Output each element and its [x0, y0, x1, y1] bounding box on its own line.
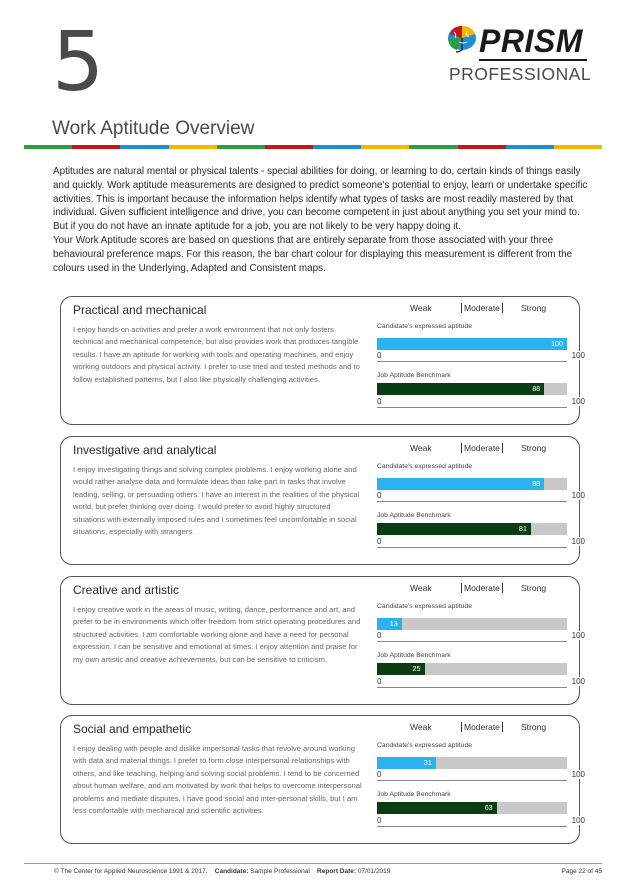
axis-max: 100 — [571, 631, 585, 640]
benchmark-bar — [377, 802, 497, 814]
aptitude-description: I enjoy creative work in the areas of music, writing, dance, performance and art, and prefer to be in environments which offer freedom from strict operating procedures and structured activities. I am comfortable working alone and have a need for personal expression. I can be sensitive and emotional at times. I enjoy attention and praise for my own artistic and creative achievements, but can be sensitive to criticism. — [73, 605, 361, 664]
axis-min: 0 — [377, 537, 382, 546]
scale-weak-label: Weak — [410, 583, 432, 593]
candidate-bar-track — [377, 338, 567, 350]
color-stripe-segment — [169, 145, 217, 149]
benchmark-bar-track — [377, 802, 567, 814]
aptitude-card — [60, 576, 585, 705]
color-stripe-segment — [409, 145, 457, 149]
axis-max: 100 — [571, 537, 585, 546]
candidate-bar-label: Candidate's expressed aptitude — [377, 603, 473, 610]
color-stripe-segment — [72, 145, 120, 149]
benchmark-axis — [377, 677, 585, 688]
axis-min: 0 — [377, 631, 382, 640]
candidate-bar-track — [377, 478, 567, 490]
scale-strong-label: Strong — [521, 583, 547, 593]
candidate-value: 88 — [532, 479, 541, 488]
benchmark-bar — [377, 383, 544, 395]
candidate-bar — [377, 478, 544, 490]
intro-paragraph-1: Aptitudes are natural mental or physical talents - special abilities for doing, or learning to do, certain kinds of things easily and quickly. Work aptitude measurements are designed to predict someone's potential to enjoy, learn or undertake specific activities. This is important because the information helps identify what types of tasks are most readily mastered by that individual. Given sufficient intelligence and drive, you can become competent in just about anything you set your mind to. But if you do not have an innate aptitude for a job, you are not likely to be very happy doing it. — [53, 166, 588, 233]
aptitude-description: I enjoy hands-on activities and prefer a work environment that not only fosters technical and mechanical competence, but also provides work that produces tangible results. I have an aptitude for working with tools and operating machines, and enjoy working outdoors and physical activity. I prefer to use tried and tested methods and to follow established patterns, but I also like physically challenging activities. — [73, 325, 360, 384]
brain-icon — [447, 24, 477, 54]
axis-max: 100 — [571, 677, 585, 686]
axis-min: 0 — [377, 397, 382, 406]
color-stripe-segment — [554, 145, 602, 149]
candidate-value: 31 — [423, 758, 432, 767]
axis-min: 0 — [377, 816, 382, 825]
scale-moderate-label: Moderate — [461, 303, 503, 313]
candidate-bar — [377, 338, 567, 350]
benchmark-value: 88 — [532, 384, 541, 393]
color-stripe-segment — [361, 145, 409, 149]
benchmark-bar-label: Job Aptitude Benchmark — [377, 791, 451, 798]
scale-weak-label: Weak — [410, 722, 432, 732]
candidate-bar — [377, 757, 436, 769]
scale-weak-label: Weak — [410, 443, 432, 453]
color-stripe-segment — [313, 145, 361, 149]
color-stripe — [24, 145, 602, 149]
scale-strong-label: Strong — [521, 443, 547, 453]
aptitude-card — [60, 715, 585, 844]
prism-logo — [447, 24, 592, 86]
candidate-value: 13 — [389, 619, 398, 628]
color-stripe-segment — [120, 145, 168, 149]
logo-divider — [479, 59, 587, 61]
scale-weak-label: Weak — [410, 303, 432, 313]
candidate-axis — [377, 351, 585, 362]
logo-title: PRISM — [479, 23, 583, 59]
footer-divider — [24, 863, 602, 864]
candidate-bar — [377, 618, 402, 630]
benchmark-axis — [377, 397, 585, 408]
footer-report-value: 07/01/2019 — [357, 868, 391, 875]
axis-max: 100 — [571, 351, 585, 360]
candidate-bar-track — [377, 618, 567, 630]
aptitude-card — [60, 296, 585, 425]
candidate-bar-label: Candidate's expressed aptitude — [377, 742, 473, 749]
aptitude-description: I enjoy dealing with people and dislike impersonal tasks that revolve around working with data and material things. I prefer to form close interpersonal relationships with others, and like teaching, helping and solving social problems. I tend to be concerned about human welfare, and am motivated by work that helps to overcome interpersonal problems and mediate disputes. I have good social and inter-personal skills, but I am less comfortable with mechanical and scientific activities. — [73, 744, 362, 816]
benchmark-bar-track — [377, 383, 567, 395]
intro-text — [53, 165, 593, 275]
candidate-axis — [377, 770, 585, 781]
aptitude-title: Practical and mechanical — [73, 303, 207, 317]
aptitude-title: Creative and artistic — [73, 583, 180, 597]
axis-max: 100 — [571, 397, 585, 406]
benchmark-axis — [377, 537, 585, 548]
axis-min: 0 — [377, 677, 382, 686]
footer-candidate-label: Candidate: — [214, 868, 249, 875]
axis-min: 0 — [377, 770, 382, 779]
axis-max: 100 — [571, 816, 585, 825]
color-stripe-segment — [265, 145, 313, 149]
candidate-bar-label: Candidate's expressed aptitude — [377, 323, 473, 330]
axis-min: 0 — [377, 351, 382, 360]
page-number: Page 22 of 45 — [561, 868, 602, 875]
section-number: 5 — [52, 15, 105, 110]
footer-report-label: Report Date: — [317, 868, 357, 875]
axis-max: 100 — [571, 491, 585, 500]
page-title: Work Aptitude Overview — [52, 118, 255, 139]
candidate-bar-label: Candidate's expressed aptitude — [377, 463, 473, 470]
intro-paragraph-2: Your Work Aptitude scores are based on questions that are entirely separate from those associated with your three behavioural preference maps. For this reason, the bar chart colour for displaying this measurement is different from the colours used in the Underlying, Adapted and Consistent maps. — [53, 234, 573, 274]
scale-moderate-label: Moderate — [461, 443, 503, 453]
benchmark-value: 81 — [518, 524, 527, 533]
axis-max: 100 — [571, 770, 585, 779]
footer-candidate-value: Sample Professional — [250, 868, 310, 875]
color-stripe-segment — [24, 145, 72, 149]
benchmark-axis — [377, 816, 585, 827]
scale-strong-label: Strong — [521, 722, 547, 732]
scale-moderate-label: Moderate — [461, 583, 503, 593]
aptitude-card — [60, 436, 585, 565]
candidate-value: 100 — [551, 339, 563, 348]
axis-min: 0 — [377, 491, 382, 500]
candidate-axis — [377, 491, 585, 502]
footer-copyright: © The Center for Applied Neuroscience 1991 & 2017. — [54, 868, 208, 875]
benchmark-bar-label: Job Aptitude Benchmark — [377, 652, 451, 659]
candidate-axis — [377, 631, 585, 642]
benchmark-bar-track — [377, 523, 567, 535]
color-stripe-segment — [458, 145, 506, 149]
benchmark-bar-label: Job Aptitude Benchmark — [377, 372, 451, 379]
benchmark-bar-track — [377, 663, 567, 675]
aptitude-description: I enjoy investigating things and solving complex problems. I enjoy working alone and would rather analyse data and formulate ideas than take part in tasks that involve leading, selling, or persuading others. I have an interest in the realities of the physical world, but prefer thinking over doing. I would prefer to avoid highly structured situations with externally imposed rules and I sometimes feel uncomfortable in social situations, especially with strangers. — [73, 465, 360, 537]
color-stripe-segment — [217, 145, 265, 149]
scale-moderate-label: Moderate — [461, 722, 503, 732]
logo-subtitle: PROFESSIONAL — [449, 64, 592, 84]
benchmark-bar — [377, 663, 425, 675]
aptitude-title: Social and empathetic — [73, 722, 192, 736]
benchmark-value: 63 — [484, 803, 493, 812]
candidate-bar-track — [377, 757, 567, 769]
benchmark-bar — [377, 523, 531, 535]
benchmark-bar-label: Job Aptitude Benchmark — [377, 512, 451, 519]
aptitude-title: Investigative and analytical — [73, 443, 217, 457]
color-stripe-segment — [506, 145, 554, 149]
scale-strong-label: Strong — [521, 303, 547, 313]
benchmark-value: 25 — [412, 664, 421, 673]
